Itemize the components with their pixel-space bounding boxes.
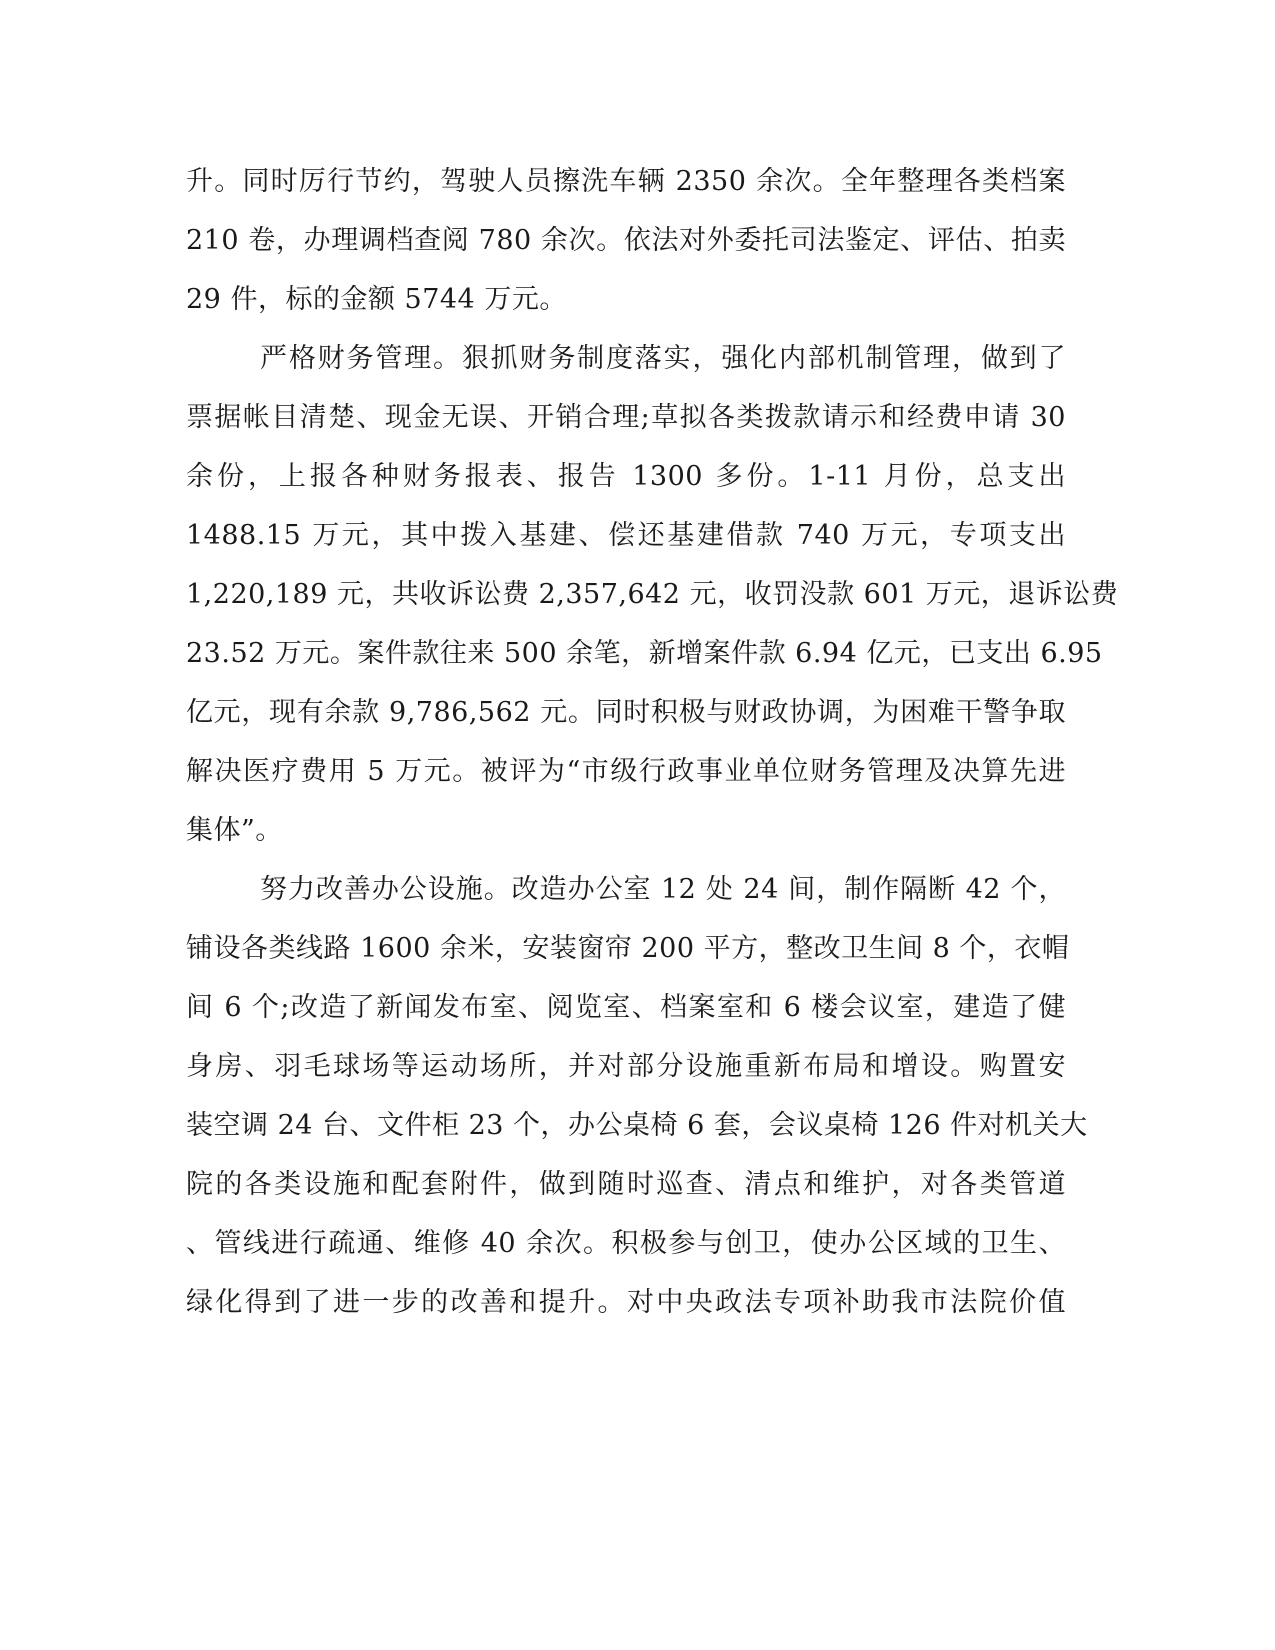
text-line: 29 件，标的金额 5744 万元。 <box>186 284 567 315</box>
text-line: 绿化得到了进一步的改善和提升。对中央政法专项补助我市法院价值 <box>186 1287 1066 1318</box>
text-line: 院的各类设施和配套附件，做到随时巡查、清点和维护，对各类管道 <box>186 1169 1066 1200</box>
text-line: 升。同时厉行节约，驾驶人员擦洗车辆 2350 余次。全年整理各类档案 <box>186 166 1066 197</box>
text-line: 铺设各类线路 1600 余米，安装窗帘 200 平方，整改卫生间 8 个，衣帽 <box>186 933 1070 964</box>
paragraph-start-line: 努力改善办公设施。改造办公室 12 处 24 间，制作隔断 42 个， <box>260 874 1066 905</box>
text-line: 票据帐目清楚、现金无误、开销合理;草拟各类拨款请示和经费申请 30 <box>186 402 1066 433</box>
text-line: 间 6 个;改造了新闻发布室、阅览室、档案室和 6 楼会议室，建造了健 <box>186 992 1066 1023</box>
text-line: 身房、羽毛球场等运动场所，并对部分设施重新布局和增设。购置安 <box>186 1051 1066 1082</box>
text-line: 解决医疗费用 5 万元。被评为“市级行政事业单位财务管理及决算先进 <box>186 756 1066 787</box>
text-line: 亿元，现有余款 9,786,562 元。同时积极与财政协调，为困难干警争取 <box>186 697 1066 728</box>
text-line: 装空调 24 台、文件柜 23 个，办公桌椅 6 套，会议桌椅 126 件对机关大 <box>186 1110 1088 1141</box>
text-line: 1,220,189 元，共收诉讼费 2,357,642 元，收罚没款 601 万元，退诉讼费 <box>186 579 1119 610</box>
text-line: 210 卷，办理调档查阅 780 余次。依法对外委托司法鉴定、评估、拍卖 <box>186 225 1066 256</box>
text-line: 23.52 万元。案件款往来 500 余笔，新增案件款 6.94 亿元，已支出 6.95 <box>186 638 1103 669</box>
text-line: 、管线进行疏通、维修 40 余次。积极参与创卫，使办公区域的卫生、 <box>186 1228 1066 1259</box>
text-line: 余份，上报各种财务报表、报告 1300 多份。1-11 月份，总支出 <box>186 461 1066 492</box>
paragraph-start-line: 严格财务管理。狠抓财务制度落实，强化内部机制管理，做到了 <box>260 343 1066 374</box>
text-line: 1488.15 万元，其中拨入基建、偿还基建借款 740 万元，专项支出 <box>186 520 1066 551</box>
text-line: 集体”。 <box>186 815 283 846</box>
